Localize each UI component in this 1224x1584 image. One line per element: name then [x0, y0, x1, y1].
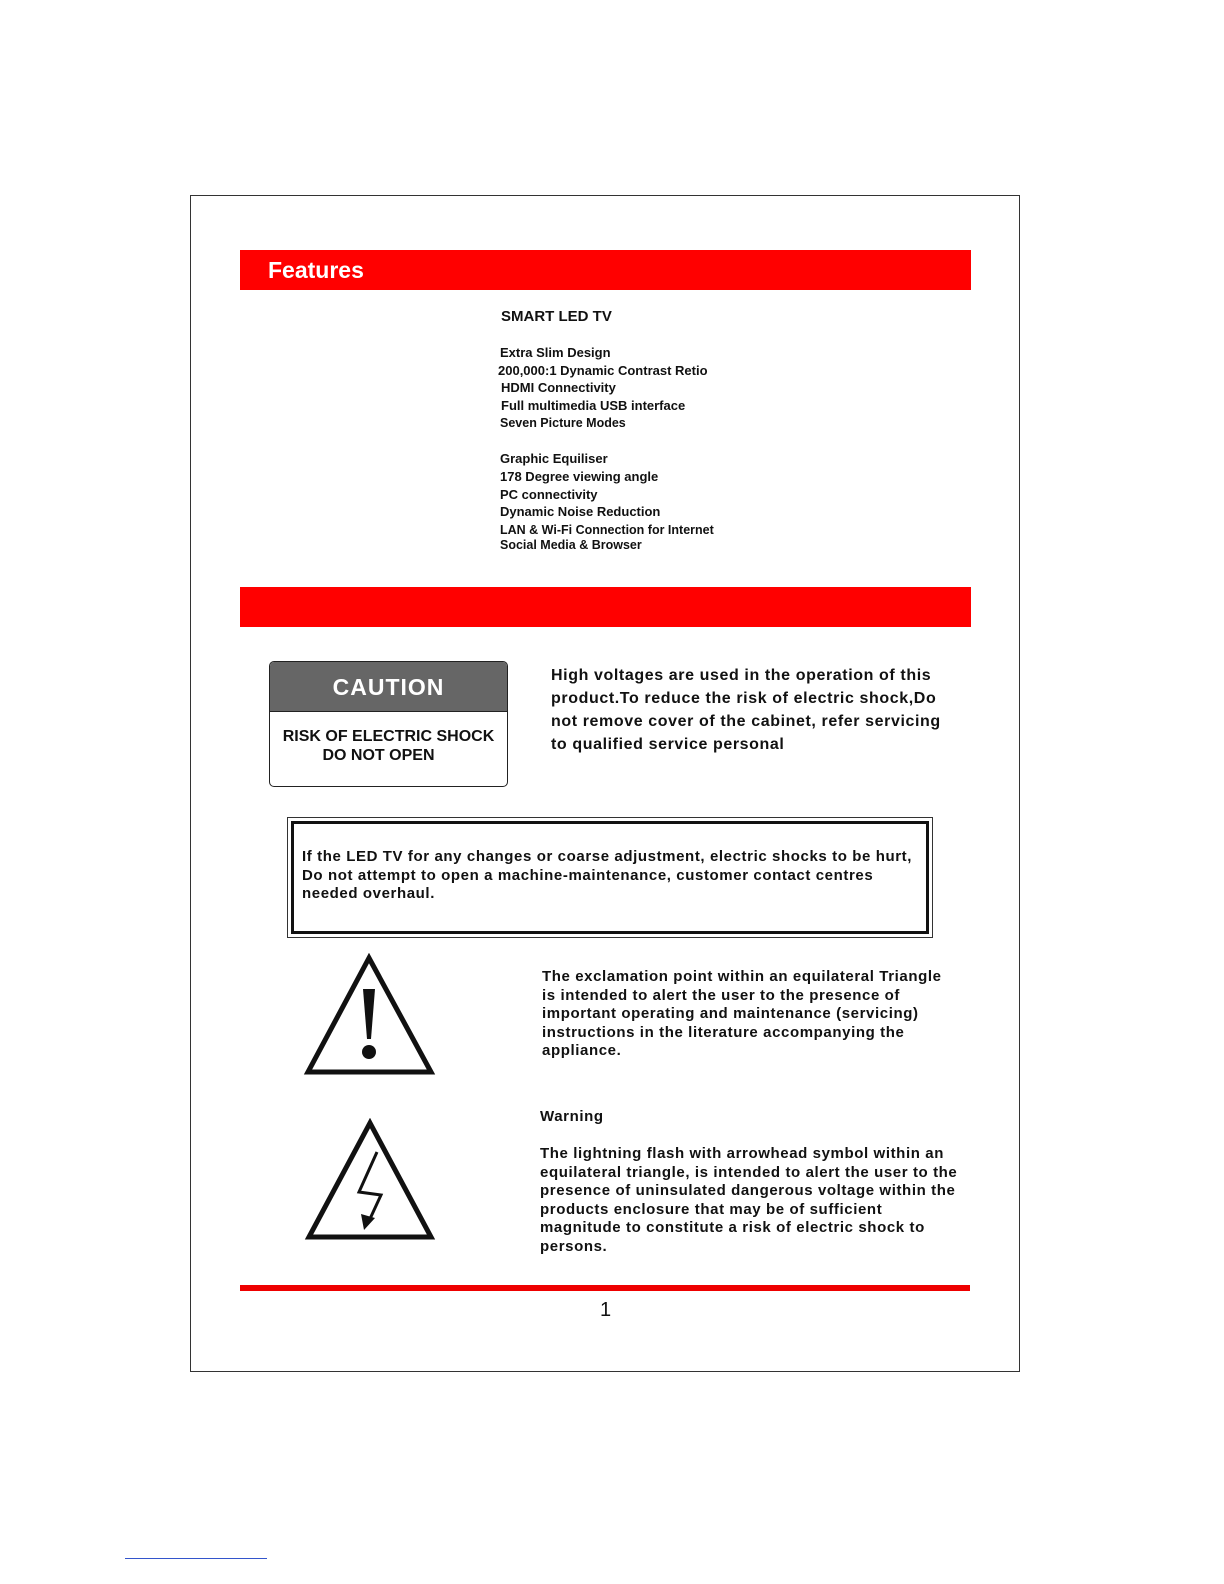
safety-header-bar — [240, 587, 971, 627]
caution-label — [269, 661, 508, 787]
warning-heading: Warning — [540, 1108, 604, 1125]
feature-item: Dynamic Noise Reduction — [500, 504, 661, 519]
notice-text: If the LED TV for any changes or coarse adjustment, electric shocks to be hurt, Do not attempt to open a machine-maintenance, customer contact centres needed overhaul. — [302, 848, 913, 902]
feature-item: 178 Degree viewing angle — [500, 469, 659, 484]
caution-risk-line: RISK OF ELECTRIC SHOCK — [282, 728, 495, 745]
exclamation-triangle-icon — [303, 953, 436, 1078]
features-title: Features — [268, 257, 364, 283]
feature-item: Graphic Equiliser — [500, 451, 608, 466]
notice-box — [287, 817, 933, 938]
page-number: 1 — [600, 1299, 612, 1321]
bottom-link-underline — [125, 1558, 267, 1559]
feature-item: LAN & Wi-Fi Connection for Internet — [500, 523, 714, 537]
feature-item: Social Media & Browser — [500, 538, 642, 552]
caution-open-line: DO NOT OPEN — [322, 747, 435, 764]
feature-item: 200,000:1 Dynamic Contrast Retio — [498, 363, 708, 378]
feature-item: Full multimedia USB interface — [501, 398, 686, 413]
feature-item: PC connectivity — [500, 487, 598, 502]
product-title: SMART LED TV — [501, 308, 612, 325]
lightning-description: The lightning flash with arrowhead symbol within an equilateral triangle, is intended to alert the user to the presence of uninsulated dangerous voltage within the products enclosure that may be of sufficient magnitude to constitute a risk of electric shock to persons. — [540, 1145, 958, 1255]
high-voltage-description: High voltages are used in the operation of this product.To reduce the risk of electric shock,Do not remove cover of the cabinet, refer servicing to qualified service personal — [551, 667, 941, 753]
exclamation-description: The exclamation point within an equilateral Triangle is intended to alert the user to the presence of important operating and maintenance (servicing) instructions in the literature accompanying the appliance. — [542, 968, 942, 1059]
caution-heading: CAUTION — [270, 662, 507, 712]
footer-rule — [240, 1285, 970, 1291]
feature-item: Seven Picture Modes — [500, 416, 626, 430]
lightning-triangle-icon — [303, 1118, 436, 1243]
feature-item: Extra Slim Design — [500, 345, 611, 360]
features-header-bar — [240, 250, 971, 290]
feature-item: HDMI Connectivity — [501, 380, 616, 395]
